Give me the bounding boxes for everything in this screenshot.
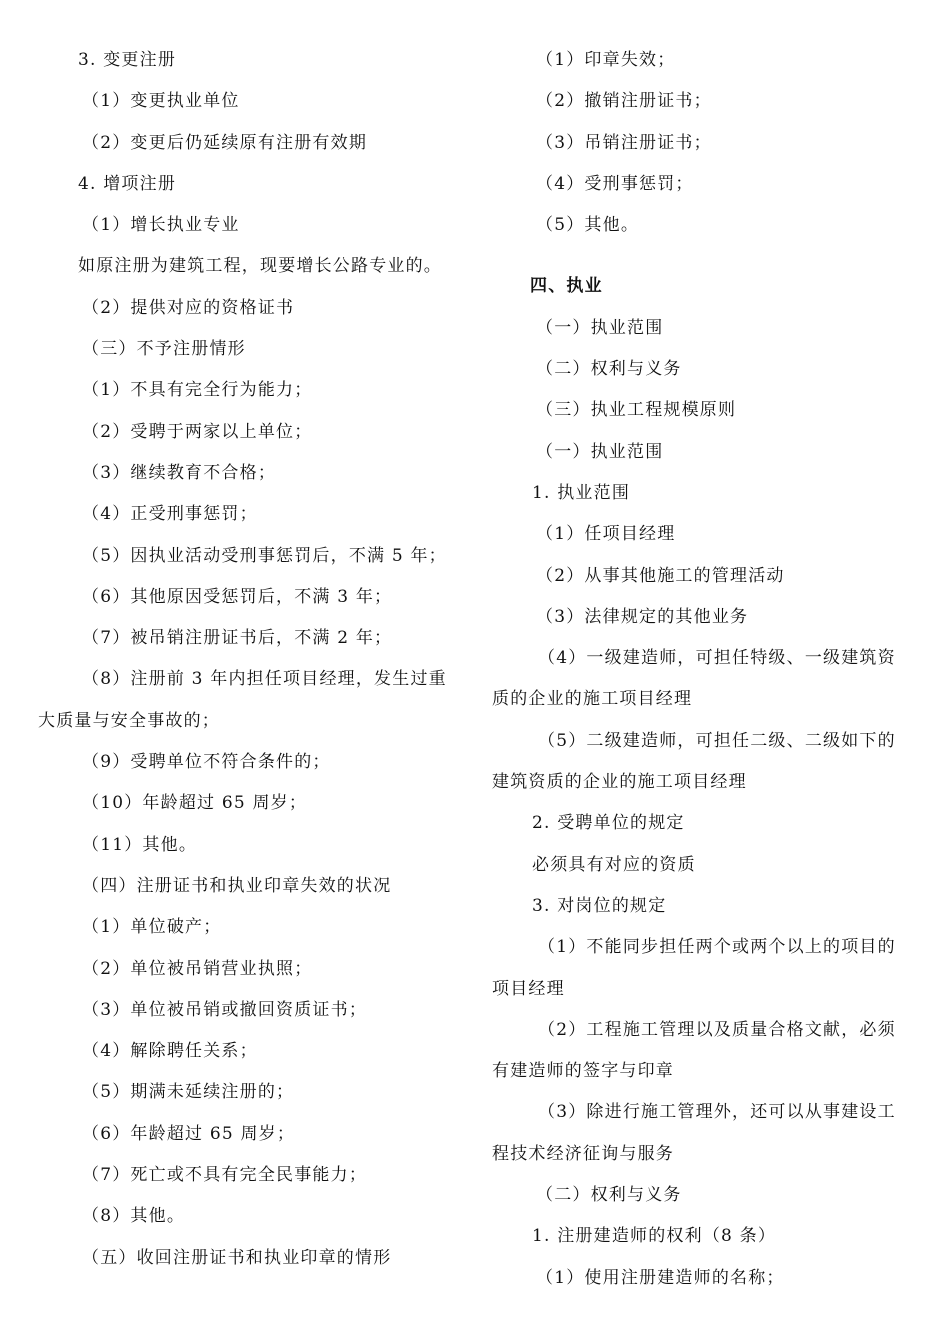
text-line: （7）死亡或不具有完全民事能力； — [82, 1165, 368, 1186]
text-line: （2）受聘于两家以上单位； — [82, 421, 313, 442]
text-line: （7）被吊销注册证书后，不满 2 年； — [82, 628, 393, 649]
text-line: （5）二级建造师，可担任二级、二级如下的 — [538, 730, 896, 751]
text-line: 必须具有对应的资质 — [532, 854, 696, 875]
text-line: 程技术经济征询与服务 — [492, 1143, 674, 1164]
text-line: （6）其他原因受惩罚后，不满 3 年； — [82, 586, 393, 607]
text-line: （1）单位破产； — [82, 917, 222, 938]
text-line: （1）使用注册建造师的名称； — [536, 1267, 785, 1288]
text-line: 2. 受聘单位的规定 — [532, 813, 685, 834]
text-line: （3）除进行施工管理外，还可以从事建设工 — [538, 1102, 896, 1123]
text-line: （8）注册前 3 年内担任项目经理，发生过重 — [82, 669, 447, 690]
text-line: （3）法律规定的其他业务 — [536, 606, 749, 627]
text-line: （二）权利与义务 — [536, 1185, 682, 1206]
text-line: （1）任项目经理 — [536, 524, 676, 545]
text-line: 1. 注册建造师的权利（8 条） — [532, 1226, 777, 1247]
text-line: （5）因执业活动受刑事惩罚后，不满 5 年； — [82, 545, 447, 566]
text-line: （8）其他。 — [82, 1206, 186, 1227]
text-line: （4）受刑事惩罚； — [536, 173, 694, 194]
text-line: （4）解除聘任关系； — [82, 1041, 258, 1062]
text-line: （5）其他。 — [536, 215, 640, 236]
text-line: （2）工程施工管理以及质量合格文献，必须 — [538, 1019, 896, 1040]
text-line: （三）不予注册情形 — [82, 339, 246, 360]
left-column — [38, 40, 460, 1279]
right-column — [492, 40, 916, 1299]
text-line: （一）执业范围 — [536, 317, 664, 338]
text-line: （1）不具有完全行为能力； — [82, 380, 313, 401]
text-line: （2）撤销注册证书； — [536, 91, 712, 112]
text-line: （6）年龄超过 65 周岁； — [82, 1123, 296, 1144]
text-line: （3）继续教育不合格； — [82, 462, 277, 483]
text-line: （2）提供对应的资格证书 — [82, 297, 295, 318]
text-line: （2）从事其他施工的管理活动 — [536, 565, 785, 586]
text-line: （3）单位被吊销或撤回资质证书； — [82, 999, 368, 1020]
text-line: 大质量与安全事故的； — [38, 710, 220, 731]
text-line: 质的企业的施工项目经理 — [492, 689, 693, 710]
text-line: （9）受聘单位不符合条件的； — [82, 752, 331, 773]
right-column-body-list — [492, 308, 916, 1299]
text-line: 3. 对岗位的规定 — [532, 895, 667, 916]
text-line: 4. 增项注册 — [78, 173, 177, 194]
text-line: （一）执业范围 — [536, 441, 664, 462]
section-heading: 四、执业 — [530, 276, 603, 297]
text-line: （1）印章失效； — [536, 50, 676, 70]
text-line: 建筑资质的企业的施工项目经理 — [492, 772, 747, 793]
text-line: （五）收回注册证书和执业印章的情形 — [82, 1247, 392, 1268]
text-line: （11）其他。 — [82, 834, 198, 855]
text-line: （1）变更执业单位 — [82, 91, 240, 112]
right-column-top-list — [492, 40, 916, 246]
text-line: （5）期满未延续注册的； — [82, 1082, 295, 1103]
text-line: （4）一级建造师，可担任特级、一级建筑资 — [538, 648, 896, 669]
text-line: 项目经理 — [492, 978, 565, 999]
text-line: 如原注册为建筑工程，现要增长公路专业的。 — [78, 256, 442, 277]
text-line: （2）变更后仍延续原有注册有效期 — [82, 132, 368, 153]
text-line: （1）增长执业专业 — [82, 215, 240, 236]
text-line: 1. 执业范围 — [532, 482, 631, 503]
text-line: （三）执业工程规模原则 — [536, 400, 737, 421]
text-line: （3）吊销注册证书； — [536, 132, 712, 153]
text-line: （四）注册证书和执业印章失效的状况 — [82, 875, 392, 896]
text-line: （二）权利与义务 — [536, 359, 682, 380]
text-line: 有建造师的签字与印章 — [492, 1061, 674, 1082]
text-line: （1）不能同步担任两个或两个以上的项目的 — [538, 937, 896, 958]
text-line: （4）正受刑事惩罚； — [82, 504, 258, 525]
text-line: （2）单位被吊销营业执照； — [82, 958, 313, 979]
text-line: （10）年龄超过 65 周岁； — [82, 793, 308, 814]
text-line: 3. 变更注册 — [78, 50, 177, 70]
